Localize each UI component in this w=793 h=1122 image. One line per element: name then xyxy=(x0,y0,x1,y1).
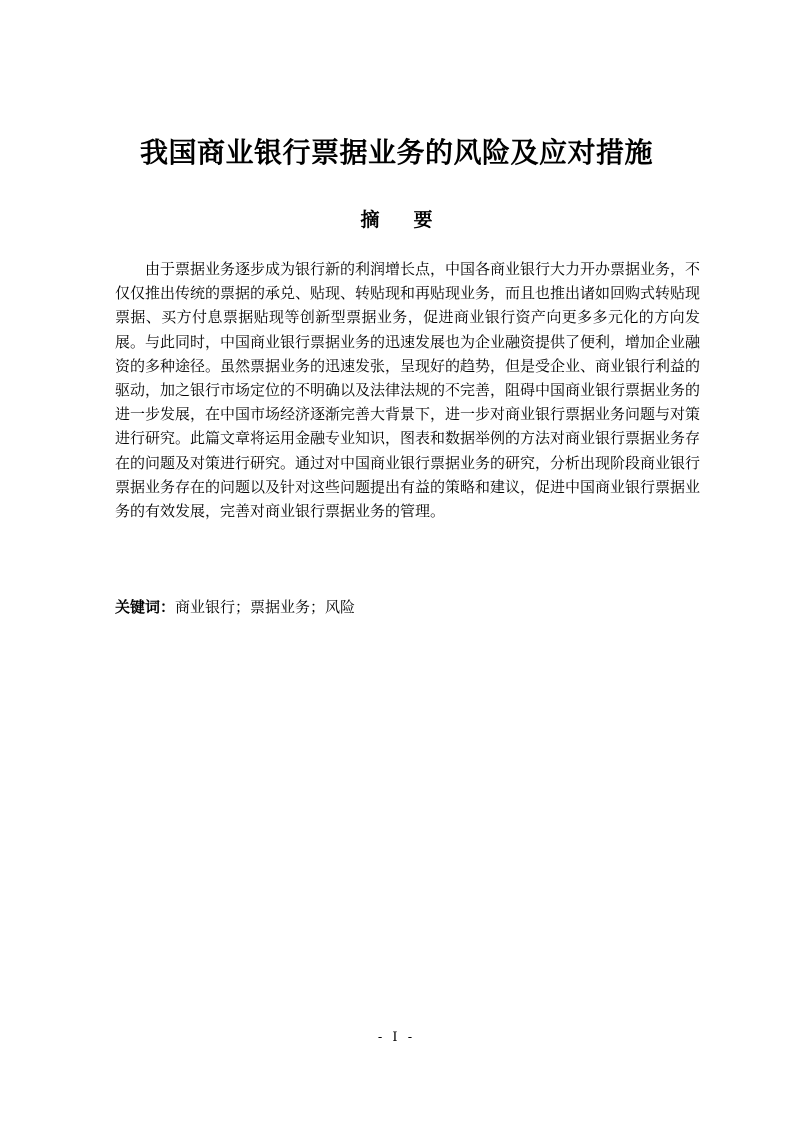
abstract-heading: 摘要 xyxy=(360,209,467,231)
page-number: - I - xyxy=(377,1030,416,1045)
abstract-body: 由于票据业务逐步成为银行新的利润增长点，中国各商业银行大力开办票据业务，不仅仅推出传统的票据的承兑、贴现、转贴现和再贴现业务，而且也推出诸如回购式转贴现票据、买方付息票据贴现等创新型票据业务，促进商业银行资产向更多多元化的方向发展。与此同时，中国商业银行票据业务的迅速发展也为企业融资提供了便利，增加企业融资的多种途径。虽然票据业务的迅速发张，呈现好的趋势，但是受企业、商业银行利益的驱动，加之银行市场定位的不明确以及法律法规的不完善，阻碍中国商业银行票据业务的进一步发展，在中国市场经济逐渐完善大背景下，进一步对商业银行票据业务问题与对策进行研究。此篇文章将运用金融专业知识，图表和数据举例的方法对商业银行票据业务存在的问题及对策进行研究。通过对中国商业银行票据业务的研究，分析出现阶段商业银行票据业务存在的问题以及针对这些问题提出有益的策略和建议，促进中国商业银行票据业务的有效发展，完善对商业银行票据业务的管理。 xyxy=(115,260,701,521)
keywords-text: 商业银行；票据业务；风险 xyxy=(175,598,356,616)
keywords-label: 关键词： xyxy=(115,598,176,616)
keywords-line xyxy=(115,595,700,619)
document-title: 我国商业银行票据业务的风险及应对措施 xyxy=(139,136,653,169)
